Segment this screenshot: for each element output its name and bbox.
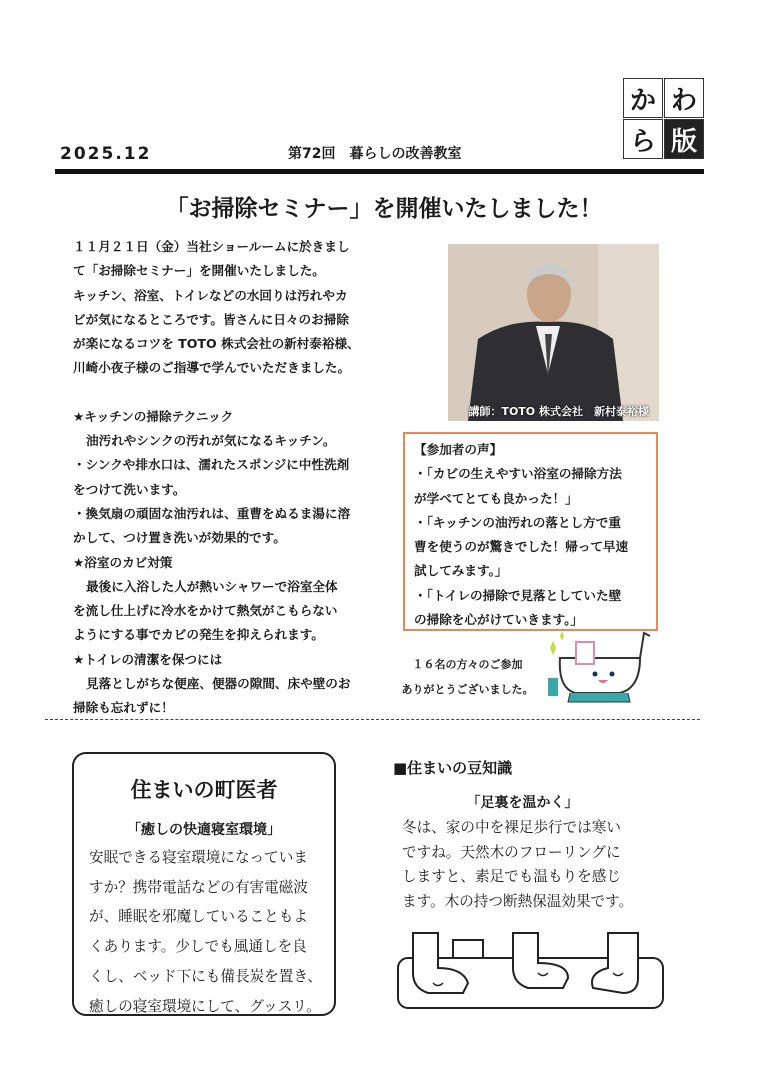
section-line: を流し仕上げに冷水をかけて熱気がこもらない [73, 603, 338, 619]
section-line: 掃除も忘れずに！ [73, 700, 174, 716]
section-heading: ★浴室のカビ対策 [73, 554, 173, 570]
lecturer-figure [448, 244, 659, 421]
logo-char: ら [623, 119, 663, 159]
page-title: 「お掃除セミナー」を開催いたしました！ [165, 196, 603, 222]
tips-line: しますと、素足でも温もりを感じ [402, 868, 621, 885]
socks-on-floor-illustration [393, 928, 668, 1013]
doctor-line: くあります。少しでも風通しを良 [89, 938, 307, 956]
doctor-line: 癒しの寝室環境にして、グッスリ。 [89, 997, 321, 1015]
section-line: 見落としがちな便座、便器の隙間、床や壁のお [86, 676, 351, 692]
header-rule [55, 169, 704, 174]
thanks-line: １６名の方々のご参加 [412, 658, 523, 671]
tips-body [402, 816, 633, 914]
logo-char: か [623, 78, 663, 118]
doctor-line: 安眠できる寝室環境になっていま [89, 849, 308, 866]
voice-line: ・「キッチンの油汚れの落とし方で重 [414, 514, 621, 530]
article-body [73, 235, 373, 721]
intro-line: １１月２１日（金）当社ショールームに於きまし [73, 239, 350, 254]
intro-line: が楽になるコツを TOTO 株式会社の新村泰裕様、 [73, 336, 360, 352]
lecturer-photo [448, 244, 659, 421]
kawaraban-logo [623, 78, 704, 159]
section-line: ・シンクや排水口は、濡れたスポンジに中性洗剤 [73, 457, 350, 473]
section-line: 油汚れやシンクの汚れが気になるキッチン。 [86, 433, 336, 449]
voice-line: ・「トイレの掃除で見落としていた壁 [414, 587, 622, 603]
logo-char: 版 [664, 119, 704, 159]
logo-char: わ [664, 78, 704, 118]
section-line: ようにする事でカビの発生を抑えられます。 [73, 627, 324, 643]
section-heading: ★トイレの清潔を保つには [73, 651, 223, 667]
intro-line: ビが気になるところです。皆さんに日々のお掃除 [73, 311, 349, 327]
doctor-line: すか？携帯電話などの有害電磁波 [89, 878, 308, 896]
series-title: 第72回 暮らしの改善教室 [288, 146, 462, 162]
voices-heading: 【参加者の声】 [414, 442, 503, 457]
thanks-line: ありがとうございました。 [401, 683, 534, 696]
bathtub-illustration [540, 628, 655, 708]
doctor-title: 住まいの町医者 [130, 778, 278, 802]
intro-line: て「お掃除セミナー」を開催いたしました。 [73, 263, 325, 279]
section-line: ・換気扇の頑固な油汚れは、重曹をぬるま湯に溶 [73, 505, 351, 521]
voice-line: が学べてとても良かった！」 [414, 490, 578, 506]
participant-voices-box [403, 432, 658, 631]
section-line: 最後に入浴した人が熱いシャワーで浴室全体 [86, 578, 338, 594]
voice-line: ・「カビの生えやすい浴室の掃除方法 [414, 466, 622, 482]
tips-line: ます。木の持つ断熱保温効果です。 [402, 892, 634, 910]
tips-heading: ■住まいの豆知識 [393, 759, 513, 777]
section-line: かして、つけ置き洗いが効果的です。 [73, 530, 286, 546]
voice-line: 曹を使うのが驚きでした！帰って早速 [414, 539, 629, 555]
doctor-subtitle: 「癒しの快適寝室環境」 [127, 822, 281, 838]
intro-line: キッチン、浴室、トイレなどの水回りは汚れやカ [73, 287, 348, 303]
tips-line: ですね。天然木のフローリングに [402, 843, 621, 861]
voice-line: の掃除を心がけていきます。」 [414, 612, 584, 628]
section-line: をつけて洗います。 [73, 481, 186, 497]
doctor-line: が、睡眠を邪魔していることもよ [89, 908, 308, 926]
section-divider [45, 719, 700, 720]
doctor-line: くし、ベッド下にも備長炭を置き、 [89, 967, 322, 985]
photo-caption: 講師：TOTO 株式会社 新村泰裕様 [468, 405, 649, 418]
house-doctor-box [72, 752, 336, 1016]
issue-date: 2025.12 [60, 144, 152, 164]
section-heading: ★キッチンの掃除テクニック [73, 408, 234, 424]
voice-line: 試してみます。」 [414, 563, 508, 579]
intro-line: 川崎小夜子様のご指導で学んでいただきました。 [73, 360, 351, 376]
tips-subtitle: 「足裏を温かく」 [466, 795, 579, 811]
tips-line: 冬は、家の中を裸足歩行では寒い [402, 819, 621, 836]
thanks-note [400, 652, 535, 702]
